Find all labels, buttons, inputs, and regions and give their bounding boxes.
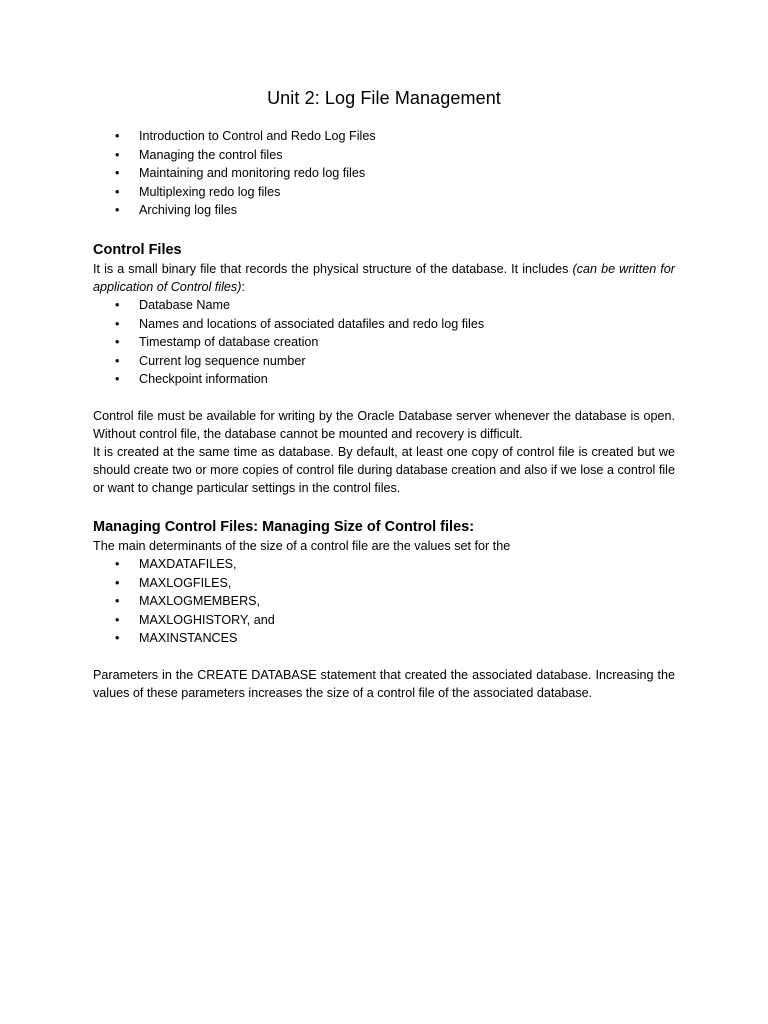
bullet-icon: • (115, 372, 120, 387)
bullet-icon: • (115, 631, 120, 646)
managing-paragraph: Parameters in the CREATE DATABASE statement that created the associated database. Increasing the values of these parameters increases the size of a control file of the associated database. (93, 667, 675, 700)
list-item: • Introduction to Control and Redo Log Files (93, 127, 675, 146)
list-item: • MAXINSTANCES (93, 629, 675, 648)
list-item: • Managing the control files (93, 146, 675, 165)
control-files-paragraph-2: It is created at the same time as database. By default, at least one copy of control file is created but we should create two or more copies of control file during database creation and also if we lose a control file or want to change particular settings in the control files. (93, 444, 675, 495)
list-item: • MAXLOGMEMBERS, (93, 592, 675, 611)
bullet-icon: • (115, 147, 120, 162)
bullet-icon: • (115, 203, 120, 218)
list-item: • MAXLOGFILES, (93, 574, 675, 593)
list-item: • Timestamp of database creation (93, 333, 675, 352)
list-item: • Database Name (93, 296, 675, 315)
control-files-paragraph-1: Control file must be available for writing by the Oracle Database server whenever the database is open. Without control file, the database cannot be mounted and recovery is difficult. (93, 408, 675, 441)
control-files-heading: Control Files (93, 241, 182, 258)
bullet-icon: • (115, 166, 120, 181)
list-item: • Maintaining and monitoring redo log files (93, 164, 675, 183)
bullet-icon: • (115, 594, 120, 609)
managing-intro: The main determinants of the size of a control file are the values set for the (93, 538, 511, 553)
list-item: • Names and locations of associated datafiles and redo log files (93, 315, 675, 334)
control-files-intro: It is a small binary file that records the physical structure of the database. It includes (can be written for application of Control files): (93, 261, 675, 294)
bullet-icon: • (115, 297, 120, 312)
intro-bullet-list (93, 127, 675, 220)
list-item: • Checkpoint information (93, 370, 675, 389)
bullet-icon: • (115, 184, 120, 199)
bullet-icon: • (115, 335, 120, 350)
list-item: • Archiving log files (93, 201, 675, 220)
bullet-icon: • (115, 316, 120, 331)
bullet-icon: • (115, 556, 120, 571)
list-item: • MAXLOGHISTORY, and (93, 611, 675, 630)
managing-bullet-list (93, 555, 675, 648)
list-item: • Multiplexing redo log files (93, 183, 675, 202)
list-item: • MAXDATAFILES, (93, 555, 675, 574)
bullet-icon: • (115, 129, 120, 143)
control-files-bullet-list (93, 296, 675, 389)
page-title: Unit 2: Log File Management (267, 88, 501, 108)
bullet-icon: • (115, 575, 120, 590)
list-item: • Current log sequence number (93, 352, 675, 371)
managing-control-files-heading: Managing Control Files: Managing Size of Control files: (93, 518, 475, 535)
bullet-icon: • (115, 353, 120, 368)
bullet-icon: • (115, 612, 120, 627)
